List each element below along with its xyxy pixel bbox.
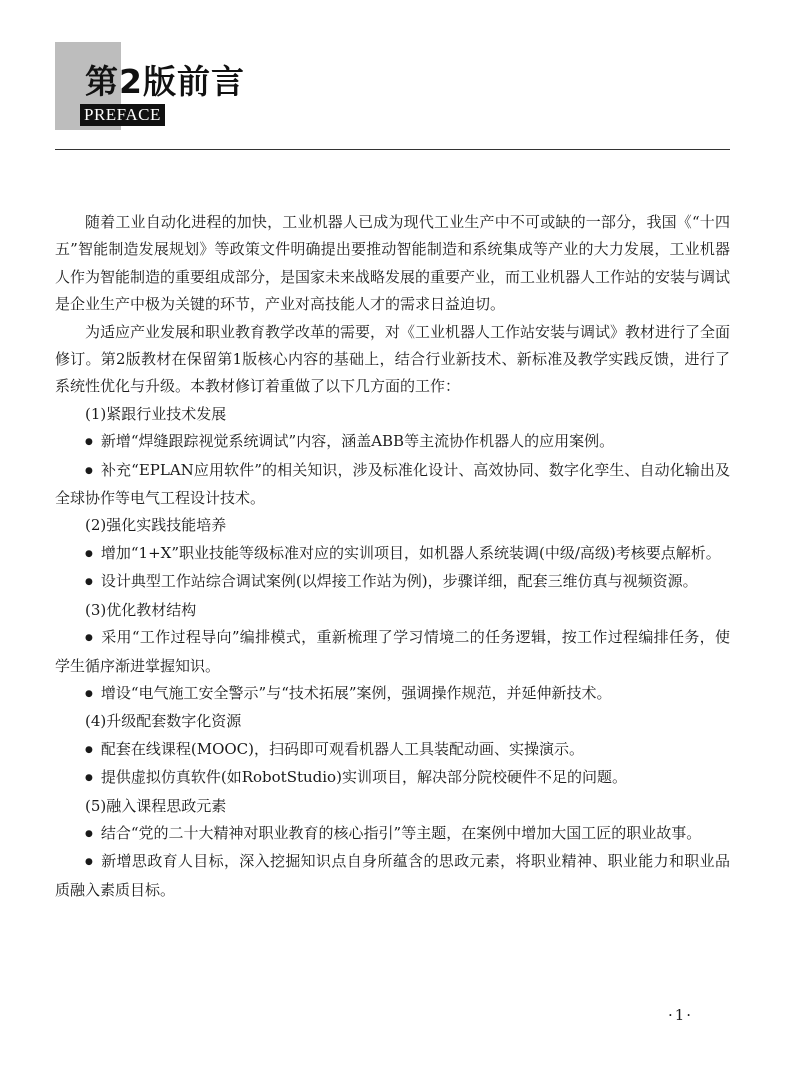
section-heading: (5)融入课程思政元素 — [85, 796, 227, 815]
bullet-item: ● 补充“EPLAN应用软件”的相关知识，涉及标准化设计、高效协同、数字化孪生、自动化输出及全球协作等电气工程设计技术。 — [55, 457, 730, 513]
section-heading: (3)优化教材结构 — [85, 600, 197, 619]
bullet-item: ● 新增思政育人目标，深入挖掘知识点自身所蕴含的思政元素，将职业精神、职业能力和职业品质融入素质目标。 — [55, 848, 730, 904]
bullet-item: ● 设计典型工作站综合调试案例(以焊接工作站为例)，步骤详细，配套三维仿真与视频资源。 — [55, 568, 730, 596]
bullet-item: ● 新增“焊缝跟踪视觉系统调试”内容，涵盖ABB等主流协作机器人的应用案例。 — [55, 428, 730, 456]
bullet-item: ● 采用“工作过程导向”编排模式，重新梳理了学习情境二的任务逻辑，按工作过程编排任务，使学生循序渐进掌握知识。 — [55, 624, 730, 680]
header-divider — [55, 149, 730, 150]
section-heading: (4)升级配套数字化资源 — [85, 712, 242, 731]
paragraph: 随着工业自动化进程的加快，工业机器人已成为现代工业生产中不可或缺的一部分，我国《“十四五”智能制造发展规划》等政策文件明确提出要推动智能制造和系统集成等产业的大力发展，工业机器人作为智能制造的重要组成部分，是国家未来战略发展的重要产业，而工业机器人工作站的安装与调试是企业生产中极为关键的环节，产业对高技能人才的需求日益迫切。 — [55, 213, 731, 314]
bullet-item: ● 增加“1+X”职业技能等级标准对应的实训项目，如机器人系统装调(中级/高级)考核要点解析。 — [55, 540, 730, 568]
page-title: 第2版前言 — [85, 62, 245, 101]
section-heading: (2)强化实践技能培养 — [85, 516, 227, 535]
section-heading: (1)紧跟行业技术发展 — [85, 404, 227, 423]
bullet-item: ● 结合“党的二十大精神对职业教育的核心指引”等主题，在案例中增加大国工匠的职业故事。 — [55, 820, 730, 848]
page-number: ·1· — [668, 1006, 694, 1024]
preface-label: PREFACE — [80, 104, 165, 126]
bullet-item: ● 配套在线课程(MOOC)，扫码即可观看机器人工具装配动画、实操演示。 — [55, 736, 730, 764]
paragraph: 为适应产业发展和职业教育教学改革的需要，对《工业机器人工作站安装与调试》教材进行了全面修订。第2版教材在保留第1版核心内容的基础上，结合行业新技术、新标准及教学实践反馈，进行了系统性优化与升级。本教材修订着重做了以下几方面的工作： — [55, 322, 731, 396]
body-text — [55, 209, 730, 904]
bullet-item: ● 增设“电气施工安全警示”与“技术拓展”案例，强调操作规范，并延伸新技术。 — [55, 680, 730, 708]
bullet-item: ● 提供虚拟仿真软件(如RobotStudio)实训项目，解决部分院校硬件不足的问题。 — [55, 764, 730, 792]
